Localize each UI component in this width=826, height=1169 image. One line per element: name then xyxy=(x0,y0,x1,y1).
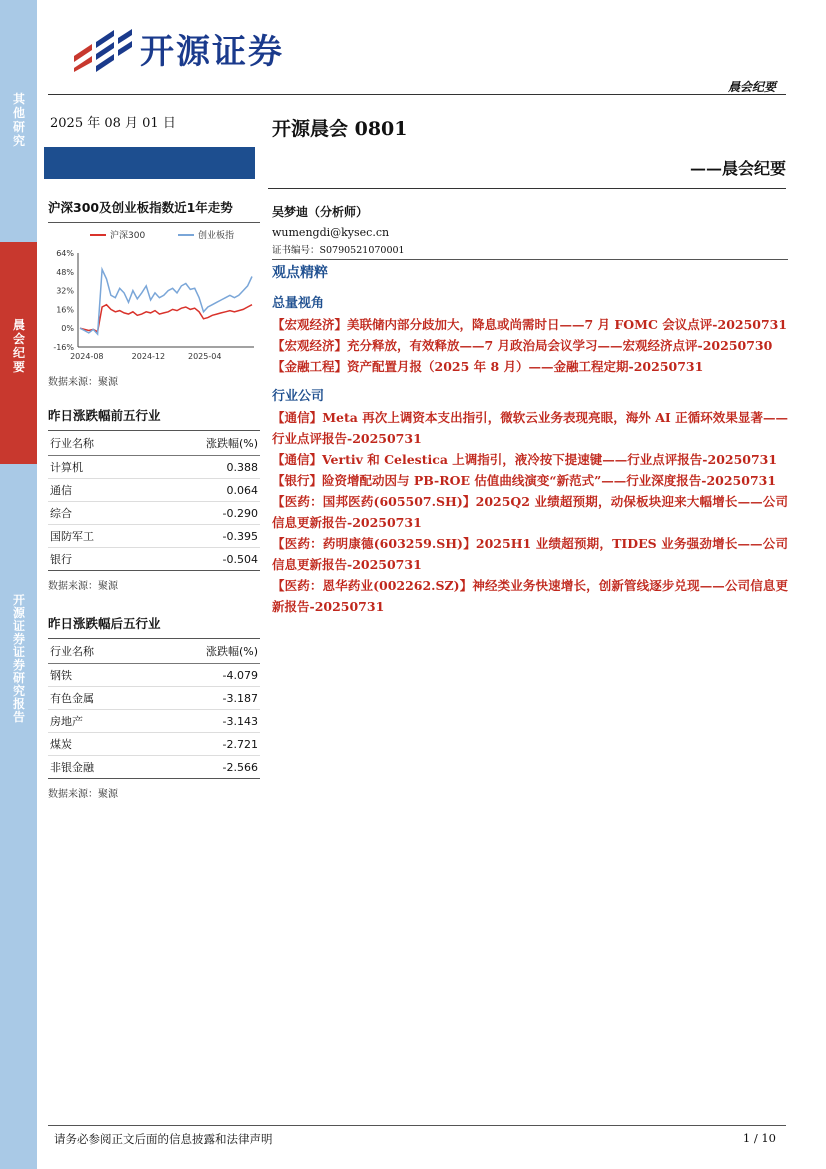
industry-change: -0.290 xyxy=(146,502,260,525)
industry-change: -3.187 xyxy=(146,687,260,710)
industry-name: 综合 xyxy=(48,502,146,525)
side-label-publisher: 开源证券 证券研究报告 xyxy=(12,593,25,724)
analyst-name: 吴梦迪（分析师） xyxy=(272,205,369,219)
series-line-1 xyxy=(80,270,252,335)
top5-source: 数据来源：聚源 xyxy=(48,581,118,592)
page-number: 1 / 10 xyxy=(742,1131,776,1145)
top5-table xyxy=(48,431,260,571)
content-heading: 观点精粹 xyxy=(272,265,328,281)
industry-change: -3.143 xyxy=(146,710,260,733)
macro-heading: 总量视角 xyxy=(272,296,325,311)
side-label-doctype: 晨会纪要 xyxy=(12,318,25,374)
blue-banner xyxy=(44,147,255,179)
table-row xyxy=(48,756,260,779)
top5-col-name: 行业名称 xyxy=(48,431,146,456)
industry-change: -0.395 xyxy=(146,525,260,548)
page-title: 开源晨会 0801 xyxy=(272,118,408,140)
table-row xyxy=(48,548,260,571)
analyst-block xyxy=(272,203,788,260)
bottom5-source: 数据来源：聚源 xyxy=(48,789,118,800)
industry-name: 煤炭 xyxy=(48,733,146,756)
table-row xyxy=(48,710,260,733)
y-tick-label: -16% xyxy=(53,343,74,352)
index-chart-section xyxy=(48,198,260,388)
x-tick-label: 2024-12 xyxy=(131,352,166,361)
industry-change: 0.388 xyxy=(146,456,260,479)
table-row xyxy=(48,479,260,502)
top5-section xyxy=(48,406,260,592)
industry-change: 0.064 xyxy=(146,479,260,502)
x-tick-label: 2024-08 xyxy=(70,352,104,361)
table-row xyxy=(48,456,260,479)
legend-label: 沪深300 xyxy=(110,231,146,241)
page-subtitle: ——晨会纪要 xyxy=(689,159,786,178)
top5-col-change: 涨跌幅(%) xyxy=(146,431,260,456)
report-link-item[interactable]: 【通信】Meta 再次上调资本支出指引，微软云业务表现亮眼，海外 AI 正循环效果显著——行业点评报告-20250731 xyxy=(272,410,788,446)
y-tick-label: 48% xyxy=(56,267,74,277)
industry-name: 房地产 xyxy=(48,710,146,733)
top5-heading: 昨日涨跌幅前五行业 xyxy=(48,406,260,431)
logo-text: 开源证券 xyxy=(140,32,284,72)
industry-heading: 行业公司 xyxy=(272,389,325,404)
industry-change: -0.504 xyxy=(146,548,260,571)
table-row xyxy=(48,525,260,548)
company-logo xyxy=(74,24,284,73)
bottom5-col-name: 行业名称 xyxy=(48,639,146,664)
report-link-item[interactable]: 【通信】Vertiv 和 Celestica 上调指引，液冷按下提速键——行业点评报告-20250731 xyxy=(272,452,778,467)
industry-list xyxy=(272,407,788,617)
footer-divider xyxy=(48,1125,786,1126)
side-band xyxy=(0,0,37,1169)
industry-change: -2.566 xyxy=(146,756,260,779)
title-divider xyxy=(268,188,786,189)
bottom5-col-change: 涨跌幅(%) xyxy=(146,639,260,664)
table-row xyxy=(48,502,260,525)
logo-mark-icon xyxy=(74,26,134,72)
main-content xyxy=(272,262,788,617)
report-link-item[interactable]: 【医药：恩华药业(002262.SZ)】神经类业务快速增长，创新管线逐步兑现——公司信息更新报告-20250731 xyxy=(272,578,788,614)
industry-change: -2.721 xyxy=(146,733,260,756)
report-link-item[interactable]: 【银行】险资增配动因与 PB-ROE 估值曲线演变“新范式”——行业深度报告-20250731 xyxy=(272,473,777,488)
industry-name: 通信 xyxy=(48,479,146,502)
report-link-item[interactable]: 【宏观经济】美联储内部分歧加大，降息或尚需时日——7 月 FOMC 会议点评-20250731 xyxy=(272,317,788,332)
chart-heading: 沪深300及创业板指数近1年走势 xyxy=(48,198,260,223)
header-doc-type: 晨会纪要 xyxy=(727,80,776,94)
industry-name: 非银金融 xyxy=(48,756,146,779)
header-divider xyxy=(48,94,786,95)
macro-list xyxy=(272,314,788,377)
y-tick-label: 64% xyxy=(56,249,74,258)
table-row xyxy=(48,733,260,756)
industry-name: 钢铁 xyxy=(48,664,146,687)
industry-change: -4.079 xyxy=(146,664,260,687)
industry-name: 银行 xyxy=(48,548,146,571)
industry-name: 有色金属 xyxy=(48,687,146,710)
analyst-email[interactable]: wumengdi@kysec.cn xyxy=(272,226,390,239)
report-link-item[interactable]: 【医药：药明康德(603259.SH)】2025H1 业绩超预期，TIDES 业务强劲增长——公司信息更新报告-20250731 xyxy=(272,536,788,572)
chart-source: 数据来源：聚源 xyxy=(48,377,118,388)
analyst-cert: 证书编号：S0790521070001 xyxy=(272,242,788,260)
index-trend-chart xyxy=(48,227,260,367)
series-line-0 xyxy=(80,305,252,332)
y-tick-label: 32% xyxy=(56,286,74,296)
industry-name: 计算机 xyxy=(48,456,146,479)
x-tick-label: 2025-04 xyxy=(188,352,222,361)
bottom5-heading: 昨日涨跌幅后五行业 xyxy=(48,614,260,639)
report-link-item[interactable]: 【金融工程】资产配置月报（2025 年 8 月）——金融工程定期-20250731 xyxy=(272,359,704,374)
y-tick-label: 16% xyxy=(56,305,74,315)
table-row xyxy=(48,664,260,687)
report-date: 2025 年 08 月 01 日 xyxy=(50,116,176,131)
table-row xyxy=(48,687,260,710)
footer-disclaimer: 请务必参阅正文后面的信息披露和法律声明 xyxy=(54,1132,273,1146)
report-link-item[interactable]: 【宏观经济】充分释放，有效释放——7 月政治局会议学习——宏观经济点评-20250730 xyxy=(272,338,773,353)
y-tick-label: 0% xyxy=(61,324,74,334)
industry-name: 国防军工 xyxy=(48,525,146,548)
report-link-item[interactable]: 【医药：国邦医药(605507.SH)】2025Q2 业绩超预期，动保板块迎来大幅增长——公司信息更新报告-20250731 xyxy=(272,494,788,530)
side-label-category: 其他研究 xyxy=(12,92,25,148)
bottom5-table xyxy=(48,639,260,779)
bottom5-section xyxy=(48,614,260,800)
legend-label: 创业板指 xyxy=(198,231,235,241)
